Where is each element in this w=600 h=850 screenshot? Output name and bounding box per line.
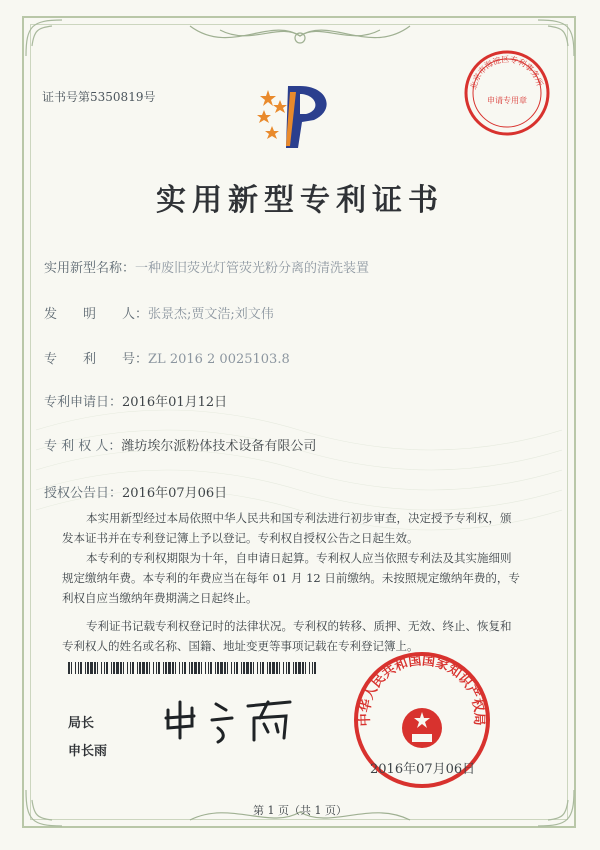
barcode-bar bbox=[312, 662, 313, 674]
barcode-bar bbox=[132, 662, 134, 674]
barcode-bar bbox=[90, 662, 93, 674]
barcode-bar bbox=[149, 662, 150, 674]
barcode-bar bbox=[189, 662, 190, 674]
barcode-bar bbox=[288, 662, 290, 674]
body-paragraph-line: 规定缴纳年费。本专利的年费应当在每年 01 月 12 日前缴纳。未按照规定缴纳年费的，专 bbox=[62, 571, 520, 585]
barcode-bar bbox=[260, 662, 261, 674]
field-value: 潍坊埃尔派粉体技术设备有限公司 bbox=[121, 439, 317, 454]
agency-stamp-text: 北京市海淀区专利事务所 bbox=[469, 54, 545, 91]
barcode-bar bbox=[191, 662, 193, 674]
barcode-bar bbox=[231, 662, 232, 674]
barcode-bar bbox=[298, 662, 301, 674]
barcode-bar bbox=[168, 662, 171, 674]
certificate-number-value: 5350819 bbox=[90, 90, 144, 104]
barcode-bar bbox=[156, 662, 157, 674]
barcode-bar bbox=[236, 662, 238, 674]
barcode-bar bbox=[269, 662, 271, 674]
barcode-bar bbox=[142, 662, 145, 674]
barcode-bar bbox=[198, 662, 200, 674]
barcode-bar bbox=[184, 662, 186, 674]
barcode-bar bbox=[182, 662, 183, 674]
field-label: 专利申请日： bbox=[44, 395, 123, 410]
barcode-bar bbox=[175, 662, 176, 674]
field-grant-date bbox=[44, 482, 227, 501]
barcode-bar bbox=[130, 662, 131, 674]
field-value: 2016年07月06日 bbox=[122, 486, 228, 501]
barcode-bar bbox=[111, 662, 112, 674]
barcode-bar bbox=[158, 662, 160, 674]
barcode-bar bbox=[217, 662, 219, 674]
barcode-bar bbox=[116, 662, 119, 674]
barcode-bar bbox=[250, 662, 252, 674]
barcode-bar bbox=[71, 662, 72, 674]
field-label: 发 明 人： bbox=[44, 307, 149, 322]
corner-ornament-tl bbox=[22, 16, 72, 66]
barcode-bar bbox=[146, 662, 148, 674]
field-value: 一种废旧荧光灯管荧光粉分离的清洗装置 bbox=[135, 261, 370, 276]
body-paragraph-line: 专利证书记载专利权登记时的法律状况。专利权的转移、质押、无效、终止、恢复和 bbox=[86, 619, 512, 633]
barcode-bar bbox=[94, 662, 96, 674]
barcode-bar bbox=[295, 662, 297, 674]
body-paragraph-line: 专利权人的姓名或名称、国籍、地址变更等事项记载在专利登记簿上。 bbox=[62, 639, 419, 653]
handwritten-signature bbox=[160, 688, 300, 748]
signature-title: 局长 bbox=[68, 716, 95, 731]
barcode-bar bbox=[75, 662, 76, 674]
field-label: 专 利 权 人： bbox=[44, 439, 122, 454]
barcode-bar bbox=[120, 662, 122, 674]
barcode-bar bbox=[253, 662, 254, 674]
barcode-bar bbox=[208, 662, 209, 674]
certificate-number bbox=[42, 88, 155, 105]
barcode bbox=[68, 662, 318, 674]
barcode-bar bbox=[78, 662, 79, 674]
barcode-bar bbox=[215, 662, 216, 674]
barcode-bar bbox=[205, 662, 206, 674]
sipo-logo bbox=[250, 80, 342, 152]
barcode-bar bbox=[220, 662, 223, 674]
barcode-bar bbox=[262, 662, 264, 674]
barcode-bar bbox=[87, 662, 89, 674]
barcode-bar bbox=[113, 662, 115, 674]
barcode-bar bbox=[139, 662, 141, 674]
agency-stamp-inner: 申请专用章 bbox=[487, 96, 527, 105]
barcode-bar bbox=[104, 662, 105, 674]
barcode-bar bbox=[234, 662, 235, 674]
body-paragraph-line: 本实用新型经过本局依照中华人民共和国专利法进行初步审查，决定授予专利权，颁 bbox=[86, 511, 512, 525]
field-label: 授权公告日： bbox=[44, 486, 123, 501]
signature-name: 申长雨 bbox=[68, 744, 108, 759]
barcode-bar bbox=[101, 662, 102, 674]
field-patent-number bbox=[44, 348, 290, 367]
seal-date: 2016年07月06日 bbox=[370, 762, 476, 777]
barcode-bar bbox=[85, 662, 86, 674]
barcode-bar bbox=[68, 662, 70, 674]
national-emblem-icon bbox=[402, 708, 442, 748]
field-label: 专 利 号： bbox=[44, 352, 149, 367]
barcode-bar bbox=[172, 662, 174, 674]
barcode-bar bbox=[210, 662, 212, 674]
field-value: 2016年01月12日 bbox=[122, 395, 228, 410]
logo-stars bbox=[257, 90, 287, 139]
barcode-bar bbox=[272, 662, 275, 674]
svg-text:北京市海淀区专利事务所 bbox=[468, 54, 545, 90]
barcode-bar bbox=[123, 662, 124, 674]
barcode-bar bbox=[227, 662, 228, 674]
barcode-bar bbox=[293, 662, 294, 674]
barcode-bar bbox=[137, 662, 138, 674]
barcode-bar bbox=[97, 662, 98, 674]
barcode-bar bbox=[165, 662, 167, 674]
field-value: ZL 2016 2 0025103.8 bbox=[148, 352, 290, 367]
barcode-bar bbox=[286, 662, 287, 674]
barcode-bar bbox=[283, 662, 284, 674]
barcode-bar bbox=[224, 662, 226, 674]
barcode-bar bbox=[179, 662, 180, 674]
barcode-bar bbox=[302, 662, 304, 674]
barcode-bar bbox=[257, 662, 258, 674]
barcode-bar bbox=[106, 662, 108, 674]
body-paragraph-line: 利权自应当缴纳年费期满之日起终止。 bbox=[62, 591, 258, 605]
certificate-title: 实用新型专利证书 bbox=[156, 183, 444, 218]
field-label: 实用新型名称： bbox=[44, 261, 136, 276]
field-inventors bbox=[44, 303, 274, 322]
barcode-bar bbox=[163, 662, 164, 674]
body-paragraph-line: 本专利的专利权期限为十年，自申请日起算。专利权人应当依照专利法及其实施细则 bbox=[86, 551, 512, 565]
certificate-number-suffix: 号 bbox=[143, 90, 156, 104]
field-patentee bbox=[44, 435, 316, 454]
field-utility-name bbox=[44, 257, 369, 276]
barcode-bar bbox=[241, 662, 242, 674]
barcode-bar bbox=[276, 662, 278, 674]
barcode-bar bbox=[194, 662, 197, 674]
barcode-bar bbox=[127, 662, 128, 674]
barcode-bar bbox=[305, 662, 306, 674]
field-value: 张景杰;贾文浩;刘文伟 bbox=[148, 307, 274, 322]
seal-text: 中华人民共和国国家知识产权局 bbox=[357, 653, 487, 727]
field-application-date bbox=[44, 391, 227, 410]
barcode-bar bbox=[309, 662, 310, 674]
page-number: 第 1 页（共 1 页） bbox=[253, 804, 347, 817]
barcode-bar bbox=[314, 662, 316, 674]
agency-stamp bbox=[462, 48, 552, 138]
barcode-bar bbox=[153, 662, 154, 674]
barcode-bar bbox=[201, 662, 202, 674]
certificate-number-label: 证书号第 bbox=[42, 90, 91, 104]
barcode-bar bbox=[246, 662, 249, 674]
barcode-bar bbox=[267, 662, 268, 674]
barcode-bar bbox=[80, 662, 82, 674]
barcode-bar bbox=[279, 662, 280, 674]
barcode-bar bbox=[243, 662, 245, 674]
body-paragraph-line: 发本证书并在专利登记簿上予以登记。专利权自授权公告之日起生效。 bbox=[62, 531, 419, 545]
top-ornament bbox=[180, 16, 420, 56]
